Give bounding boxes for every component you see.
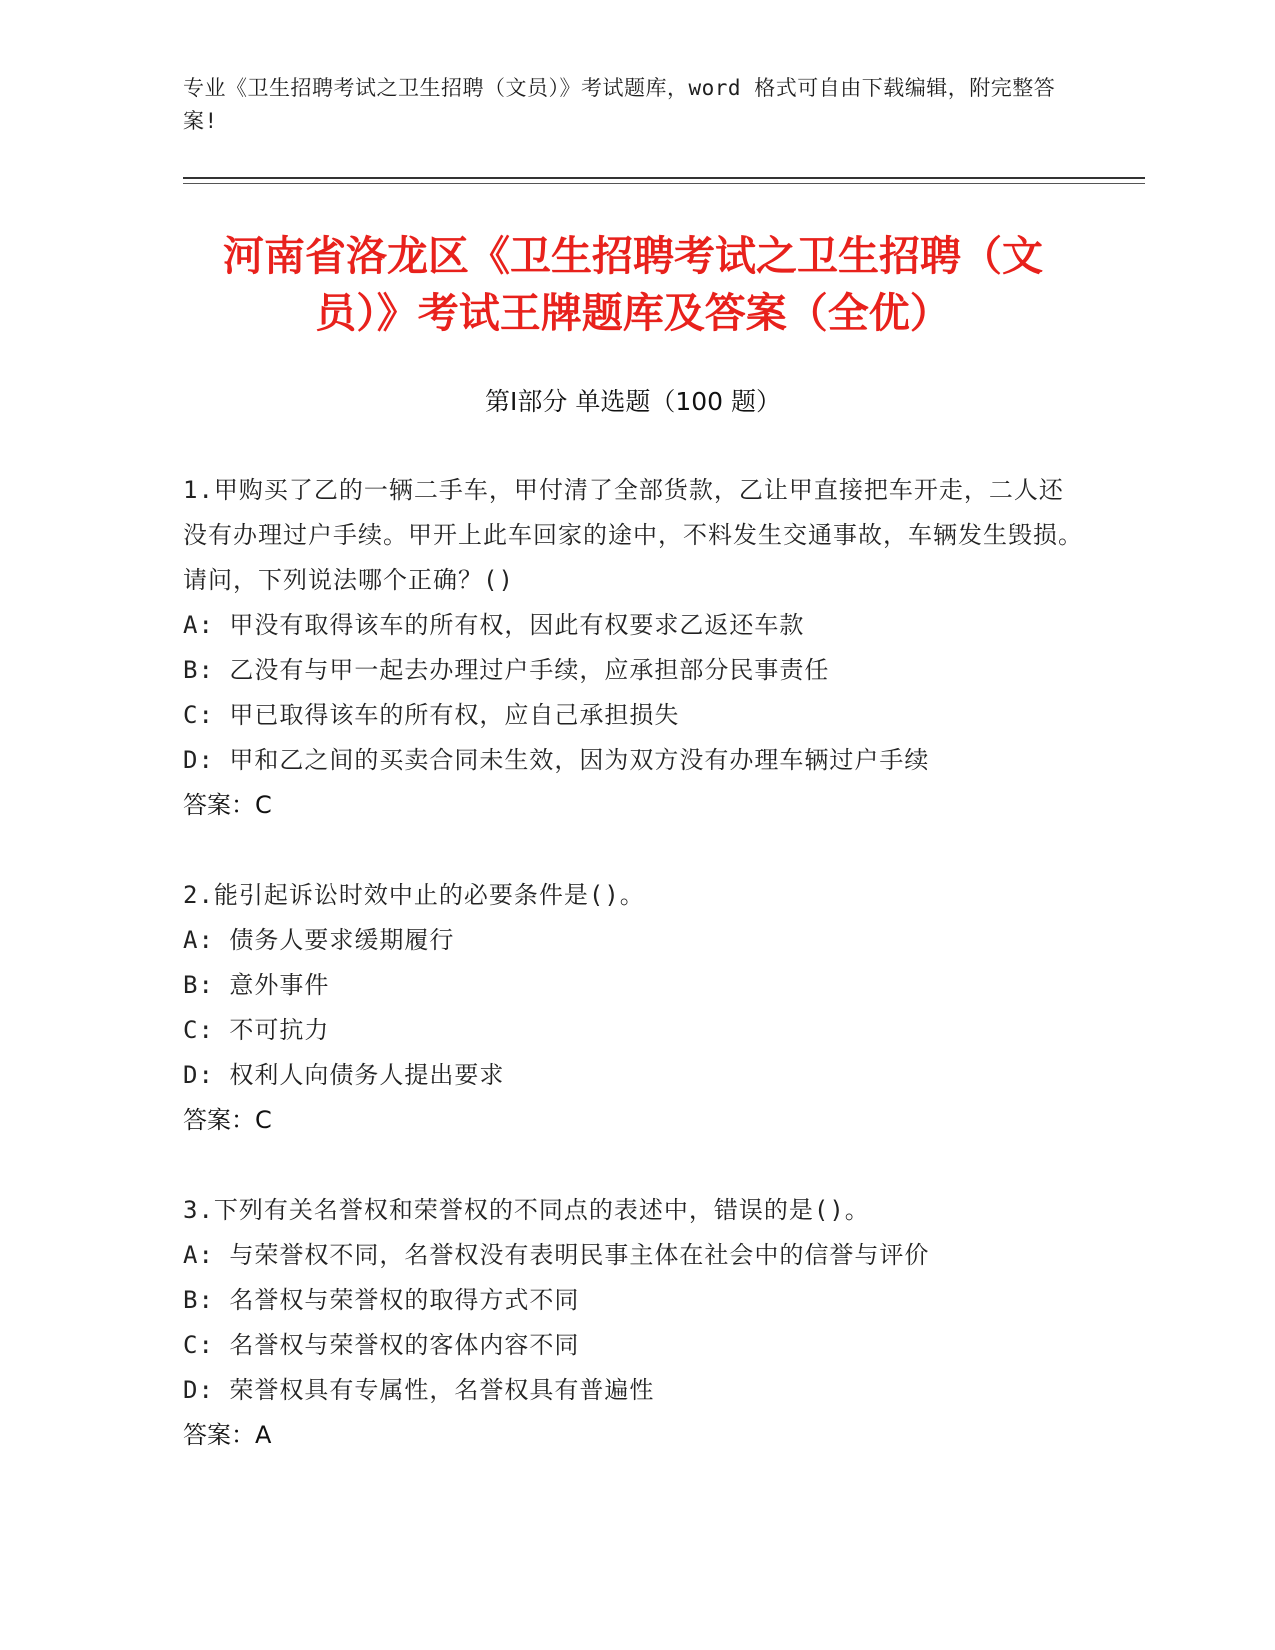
option-b: B: 意外事件 — [183, 971, 330, 999]
header-note: 专业《卫生招聘考试之卫生招聘（文员）》考试题库，word 格式可自由下载编辑，附完整答案! — [183, 76, 1056, 133]
page-title: 河南省洛龙区《卫生招聘考试之卫生招聘（文员）》考试王牌题库及答案（全优） — [223, 232, 1043, 337]
header-divider-thick — [183, 177, 1145, 179]
option-c: C: 不可抗力 — [183, 1016, 330, 1044]
option-d: D: 荣誉权具有专属性，名誉权具有普遍性 — [183, 1376, 655, 1404]
option-b: B: 乙没有与甲一起去办理过户手续，应承担部分民事责任 — [183, 656, 830, 684]
question-stem: 3.下列有关名誉权和荣誉权的不同点的表述中，错误的是()。 — [183, 1196, 870, 1224]
section-heading: 第I部分 单选题（100 题） — [485, 387, 781, 416]
answer-line: 答案：A — [183, 1421, 272, 1449]
question-stem: 1.甲购买了乙的一辆二手车，甲付清了全部货款，乙让甲直接把车开走，二人还没有办理过户手续。甲开上此车回家的途中，不料发生交通事故，车辆发生毁损。请问，下列说法哪个正确？() — [183, 476, 1083, 594]
question-stem: 2.能引起诉讼时效中止的必要条件是()。 — [183, 881, 645, 909]
option-d: D: 甲和乙之间的买卖合同未生效，因为双方没有办理车辆过户手续 — [183, 746, 930, 774]
option-b: B: 名誉权与荣誉权的取得方式不同 — [183, 1286, 580, 1314]
option-a: A: 债务人要求缓期履行 — [183, 926, 455, 954]
answer-line: 答案：C — [183, 1106, 272, 1134]
question-3 — [183, 1188, 1083, 1458]
question-1 — [183, 468, 1083, 828]
answer-line: 答案：C — [183, 791, 272, 819]
option-a: A: 与荣誉权不同，名誉权没有表明民事主体在社会中的信誉与评价 — [183, 1241, 930, 1269]
option-d: D: 权利人向债务人提出要求 — [183, 1061, 505, 1089]
option-c: C: 名誉权与荣誉权的客体内容不同 — [183, 1331, 580, 1359]
header-divider-thin — [183, 183, 1145, 184]
question-2 — [183, 873, 1083, 1143]
option-c: C: 甲已取得该车的所有权，应自己承担损失 — [183, 701, 680, 729]
option-a: A: 甲没有取得该车的所有权，因此有权要求乙返还车款 — [183, 611, 805, 639]
question-list — [183, 468, 1083, 1503]
